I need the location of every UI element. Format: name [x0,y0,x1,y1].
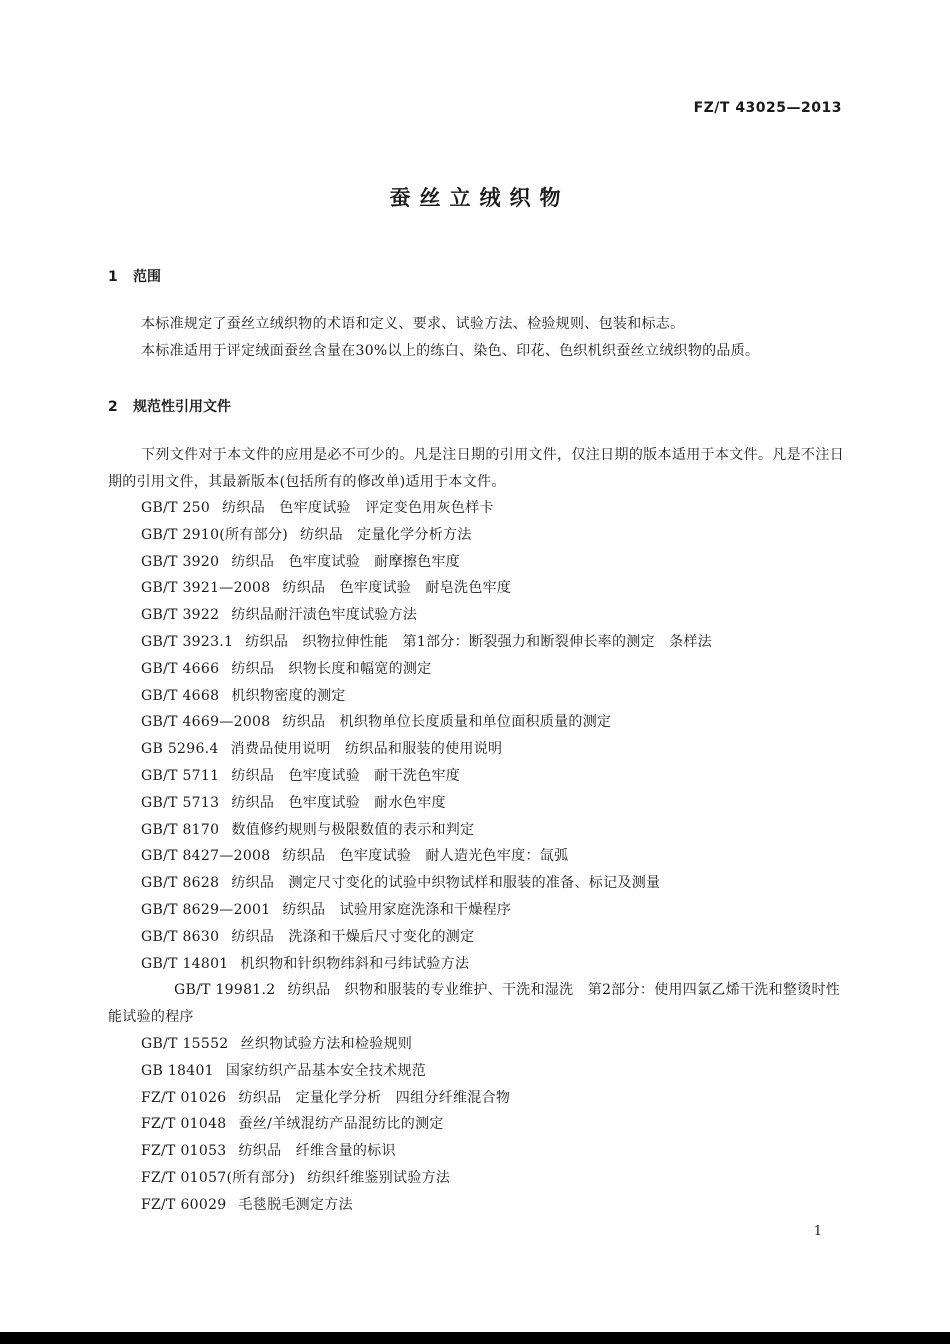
reference-item [108,951,844,978]
reference-item [108,1138,844,1165]
reference-title: 纺织品 纤维含量的标识 [238,1143,396,1160]
reference-code: GB/T 8170 [141,821,220,838]
reference-title: 纺织品 色牢度试验 耐干洗色牢度 [231,767,461,784]
reference-item [108,683,844,710]
reference-code: GB/T 15552 [141,1035,229,1052]
reference-code: GB 18401 [141,1062,214,1079]
paragraph-text: 下列文件对于本文件的应用是必不可少的。凡是注日期的引用文件，仅注日期的版本适用于本文件。凡是不注日期的引用文件，其最新版本(包括所有的修改单)适用于本文件。 [108,447,844,490]
reference-item [108,629,844,656]
reference-title: 纺织品 测定尺寸变化的试验中织物试样和服装的准备、标记及测量 [231,875,661,892]
section-heading-normative-references [108,396,231,416]
reference-title: 纺织品 色牢度试验 耐人造光色牢度：氙弧 [282,848,569,865]
reference-item [108,736,844,763]
reference-item [108,870,844,897]
reference-title: 纺织品 织物和服装的专业维护、干洗和湿洗 第2部分：使用四氯乙烯干洗和整烫时性能试验的程序 [108,982,841,1026]
reference-title: 蚕丝/羊绒混纺产品混纺比的测定 [238,1116,444,1133]
reference-item [108,1165,844,1192]
reference-title: 纺织纤维鉴别试验方法 [307,1169,451,1186]
reference-item [108,843,844,870]
reference-title: 消费品使用说明 纺织品和服装的使用说明 [230,741,503,758]
section-number: 2 [108,399,118,415]
scope-paragraph-2 [108,338,844,365]
references-intro-paragraph [108,442,844,496]
reference-title: 机织物密度的测定 [231,687,346,704]
reference-code: GB/T 8427—2008 [141,848,271,865]
reference-title: 纺织品 试验用家庭洗涤和干燥程序 [282,901,512,918]
reference-item [108,1111,844,1138]
reference-item [108,709,844,736]
reference-item [108,790,844,817]
reference-item [108,1031,844,1058]
reference-code: FZ/T 01053 [141,1143,227,1160]
reference-code: GB/T 3922 [141,607,220,624]
reference-code: GB/T 4666 [141,660,220,677]
reference-code: GB/T 4668 [141,687,220,704]
reference-title: 纺织品 色牢度试验 耐摩擦色牢度 [231,553,461,570]
reference-code: GB/T 19981.2 [174,982,276,999]
reference-code: GB/T 3923.1 [141,633,234,650]
reference-title: 纺织品 织物长度和幅宽的测定 [231,660,432,677]
section-title: 范围 [133,269,161,285]
reference-title: 纺织品 色牢度试验 评定变色用灰色样卡 [222,500,494,516]
reference-code: GB/T 5711 [141,767,220,784]
reference-item [108,549,844,576]
reference-code: GB/T 8628 [141,875,220,892]
reference-code: GB/T 14801 [141,955,229,972]
scope-paragraph-1 [108,311,844,338]
reference-title: 数值修约规则与极限数值的表示和判定 [231,821,475,838]
reference-item [108,495,844,522]
reference-title: 机织物和针织物纬斜和弓纬试验方法 [240,955,470,972]
reference-title: 毛毯脱毛测定方法 [238,1196,353,1213]
reference-item [108,1192,844,1219]
reference-code: GB/T 4669—2008 [141,714,271,731]
reference-code: FZ/T 60029 [141,1196,227,1213]
reference-code: GB/T 8630 [141,928,220,945]
reference-item [108,817,844,844]
section-title: 规范性引用文件 [133,399,231,415]
section-number: 1 [108,269,118,285]
page-number: 1 [813,1224,822,1239]
bottom-border [0,1332,950,1344]
paragraph-text: 本标准规定了蚕丝立绒织物的术语和定义、要求、试验方法、检验规则、包装和标志。 [141,316,685,332]
document-title: 蚕丝立绒织物 [389,186,570,210]
reference-item [108,656,844,683]
reference-code: FZ/T 01026 [141,1089,227,1106]
reference-item [108,522,844,549]
reference-item [108,897,844,924]
reference-item [108,977,844,1031]
reference-code: GB 5296.4 [141,741,219,758]
reference-item [108,1085,844,1112]
document-code: FZ/T 43025—2013 [693,100,842,116]
reference-code: GB/T 8629—2001 [141,901,271,918]
reference-title: 国家纺织产品基本安全技术规范 [225,1062,427,1079]
reference-code: FZ/T 01048 [141,1116,227,1133]
paragraph-text: 本标准适用于评定绒面蚕丝含量在30%以上的练白、染色、印花、色织机织蚕丝立绒织物的品质。 [141,343,760,359]
reference-title: 纺织品 定量化学分析 四组分纤维混合物 [238,1089,511,1106]
reference-code: GB/T 3921—2008 [141,580,271,597]
reference-title: 丝织物试验方法和检验规则 [240,1035,413,1052]
reference-item [108,1058,844,1085]
reference-list [108,495,844,1219]
reference-code: GB/T 5713 [141,794,220,811]
reference-title: 纺织品耐汗渍色牢度试验方法 [231,607,418,624]
reference-code: GB/T 3920 [141,553,220,570]
reference-code: FZ/T 01057(所有部分) [141,1169,296,1186]
reference-item [108,763,844,790]
reference-item [108,575,844,602]
section-heading-scope [108,266,161,286]
reference-title: 纺织品 色牢度试验 耐水色牢度 [231,794,446,811]
reference-title: 纺织品 织物拉伸性能 第1部分：断裂强力和断裂伸长率的测定 条样法 [245,633,713,650]
reference-title: 纺织品 定量化学分析方法 [300,526,472,543]
reference-code: GB/T 2910(所有部分) [141,526,289,543]
reference-item [108,924,844,951]
reference-code: GB/T 250 [141,500,211,516]
reference-item [108,602,844,629]
reference-title: 纺织品 色牢度试验 耐皂洗色牢度 [282,580,512,597]
reference-title: 纺织品 洗涤和干燥后尺寸变化的测定 [231,928,475,945]
reference-title: 纺织品 机织物单位长度质量和单位面积质量的测定 [282,714,612,731]
